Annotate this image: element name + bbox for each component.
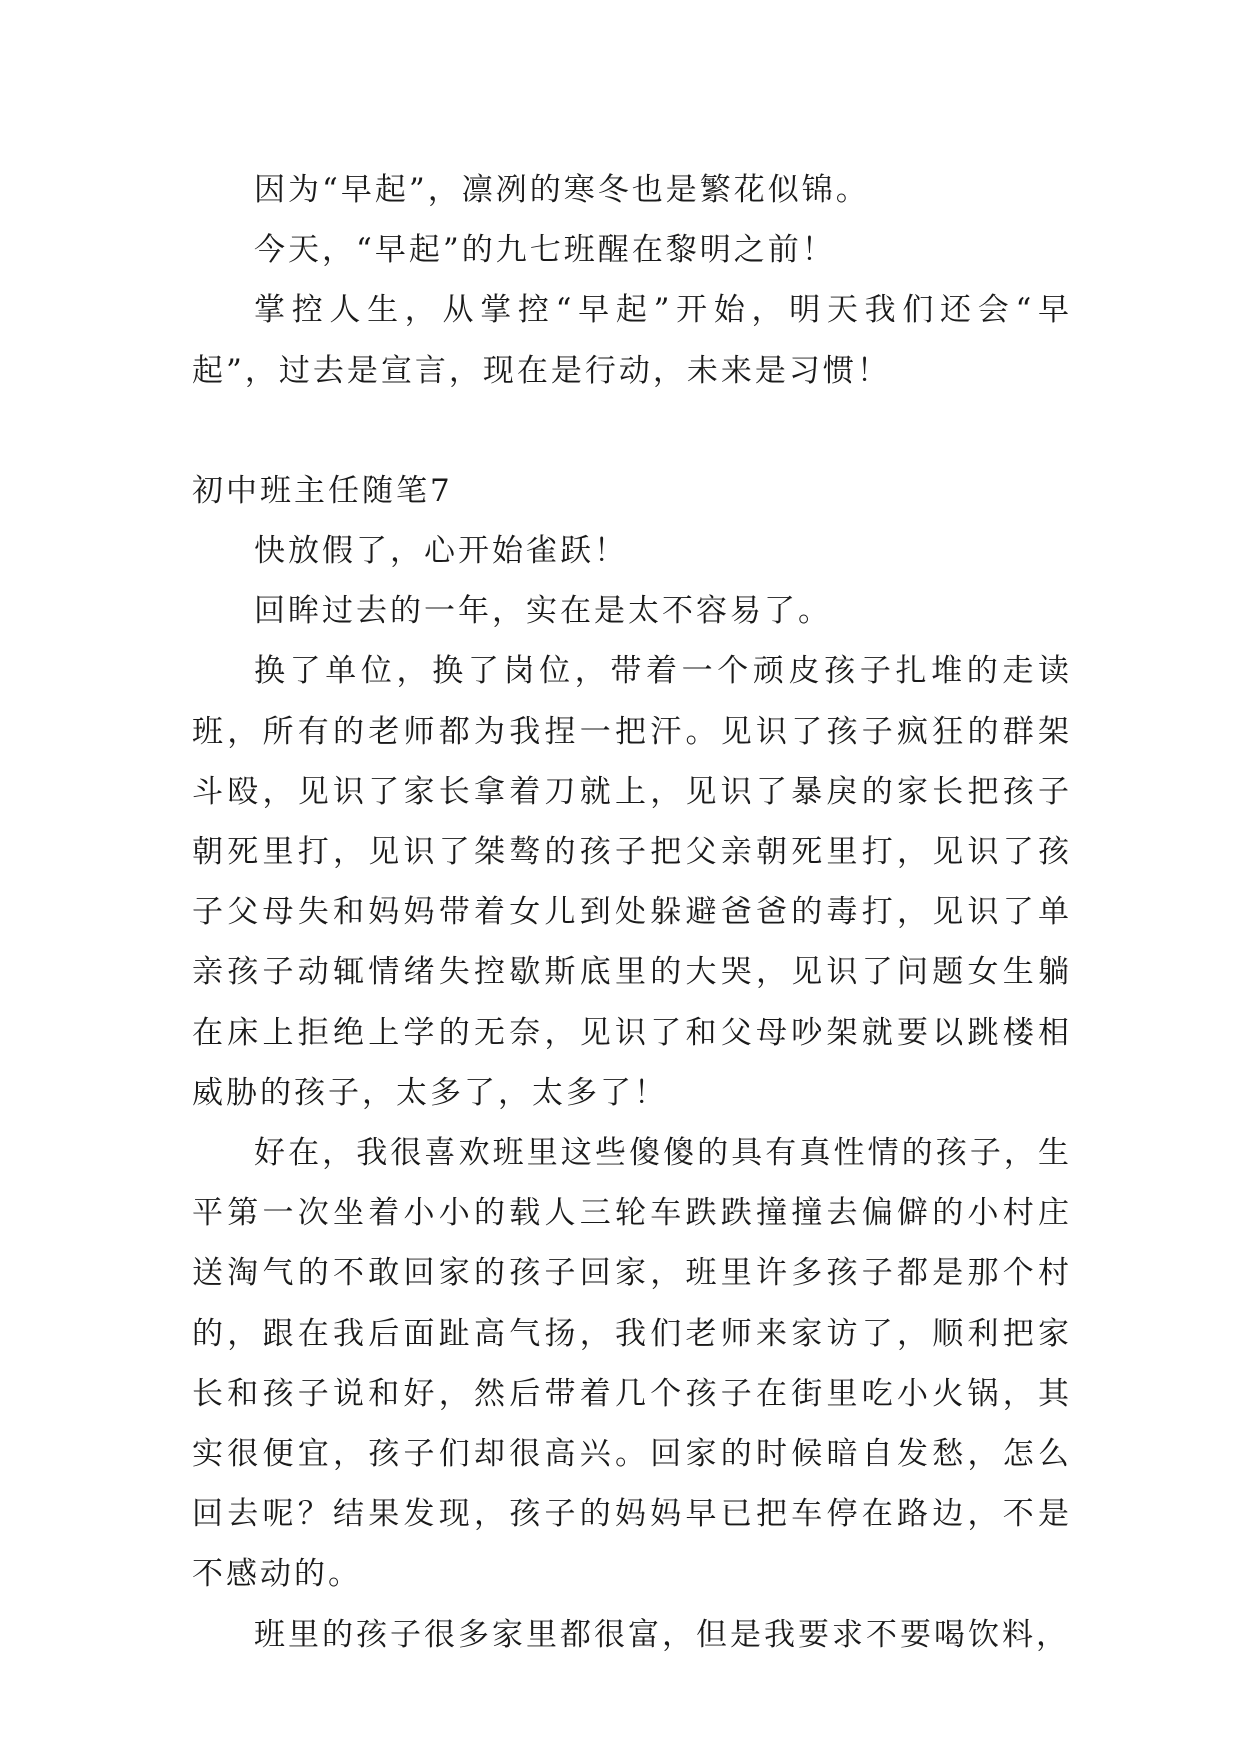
paragraph-home-visit: 好在，我很喜欢班里这些傻傻的具有真性情的孩子，生平第一次坐着小小的载人三轮车跌跌撞撞去偏僻的小村庄送淘气的不敢回家的孩子回家，班里许多孩子都是那个村的，跟在我后面趾高气扬，我们老师来家访了，顺利把家长和孩子说和好，然后带着几个孩子在街里吃小火锅，其实很便宜，孩子们却很高兴。回家的时候暗自发愁，怎么回去呢？结果发现，孩子的妈妈早已把车停在路边，不是不感动的。 bbox=[192, 1135, 1072, 1593]
paragraph-holiday: 快放假了，心开始雀跃！ bbox=[254, 533, 628, 570]
paragraph-control-life: 掌控人生，从掌控“早起”开始，明天我们还会“早起”，过去是宣言，现在是行动，未来是习惯！ bbox=[192, 292, 1072, 389]
paragraph-look-back: 回眸过去的一年，实在是太不容易了。 bbox=[254, 593, 832, 630]
document-body bbox=[192, 160, 1072, 1665]
paragraph-experiences: 换了单位，换了岗位，带着一个顽皮孩子扎堆的走读班，所有的老师都为我捏一把汗。见识了孩子疯狂的群架斗殴，见识了家长拿着刀就上，见识了暴戾的家长把孩子朝死里打，见识了桀骜的孩子把父亲朝死里打，见识了孩子父母失和妈妈带着女儿到处躲避爸爸的毒打，见识了单亲孩子动辄情绪失控歇斯底里的大哭，见识了问题女生躺在床上拒绝上学的无奈，见识了和父母吵架就要以跳楼相威胁的孩子，太多了，太多了！ bbox=[192, 653, 1072, 1111]
paragraph-no-drinks: 班里的孩子很多家里都很富，但是我要求不要喝饮料， bbox=[254, 1616, 1070, 1653]
section-title: 初中班主任随笔7 bbox=[192, 472, 453, 509]
paragraph-class-awake: 今天，“早起”的九七班醒在黎明之前！ bbox=[254, 232, 836, 269]
paragraph-early-rise-winter: 因为“早起”，凛冽的寒冬也是繁花似锦。 bbox=[254, 172, 870, 208]
